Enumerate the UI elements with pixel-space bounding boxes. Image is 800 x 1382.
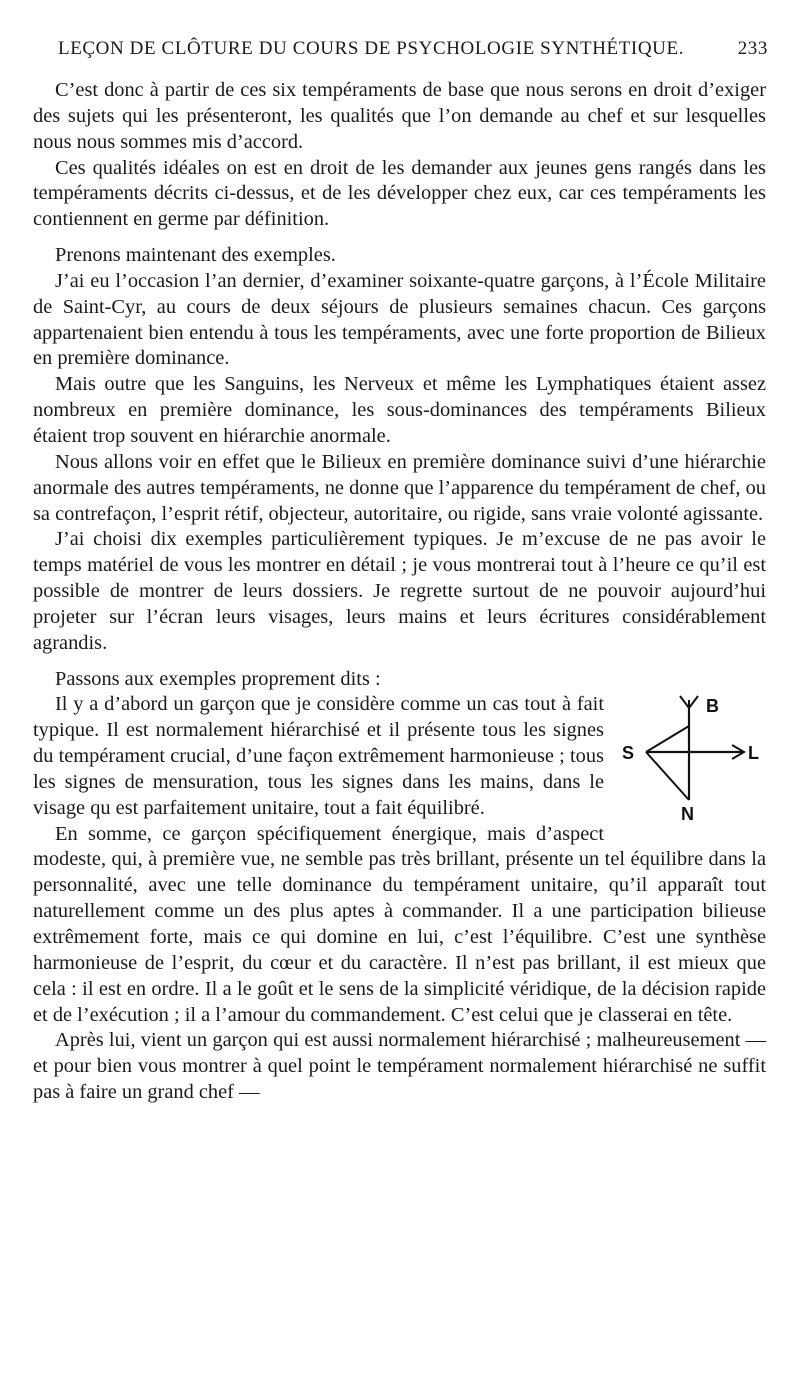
paragraph-10: En somme, ce garçon spécifiquement énergique, mais d’aspect modeste, qui, à première vue, ne semble pas très brillant, présente un tel équilibre dans la personnalité, avec une telle dominance du tempérament unitaire, qu’il apparaît tout naturellement comme un des plus aptes à commander. Il a une participation bilieuse extrêmement forte, mais ce qui domine en lui, c’est l’équilibre. C’est une synthèse harmonieuse de l’esprit, du cœur et du caractère. Il n’est pas brillant, il est mieux que cela : il est en ordre. Il a le goût et le sens de la simplicité véridique, de la décision rapide et de l’exécution ; il a l’amour du commandement. C’est celui que je classerai en tête. bbox=[33, 822, 766, 1026]
body-text bbox=[33, 78, 766, 1106]
paragraph-9: Il y a d’abord un garçon que je considère comme un cas tout à fait typique. Il est normalement hiérarchisé et il présente tous les signes du tempérament crucial, d’une façon extrêmement harmonieuse ; tous les signes de mensuration, tous les signes dans les mains, dans le visage qu est parfaitement unitaire, tout a fait équilibré. bbox=[33, 693, 604, 819]
paragraph-8: Passons aux exemples proprement dits : bbox=[55, 667, 381, 690]
paragraph-6: Nous allons voir en effet que le Bilieux en première dominance suivi d’une hiérarchie anormale des autres tempéraments, ne donne que l’apparence du tempérament de chef, ou sa contrefaçon, l’esprit rétif, objecteur, autoritaire, ou rigide, sans vraie volonté agissante. bbox=[33, 450, 766, 525]
running-title: LEÇON DE CLÔTURE DU COURS DE PSYCHOLOGIE SYNTHÉTIQUE. bbox=[58, 38, 685, 59]
label-s: S bbox=[622, 743, 635, 764]
paragraph-11: Après lui, vient un garçon qui est aussi normalement hiérarchisé ; malheureusement — et pour bien vous montrer à quel point le tempérament normalement hiérarchisé ne suffit pas à faire un grand chef — bbox=[33, 1029, 766, 1104]
label-n: N bbox=[681, 804, 694, 823]
temperament-diagram-svg bbox=[614, 692, 764, 822]
paragraph-7: J’ai choisi dix exemples particulièrement typiques. Je m’excuse de ne pas avoir le temps matériel de vous les montrer en détail ; je vous montrerai tout à l’heure ce qu’il est possible de montrer de leurs dossiers. Je regrette surtout de ne pouvoir aujourd’hui projeter sur l’écran leurs visages, leurs mains et leurs écritures considérablement agrandis. bbox=[33, 528, 766, 654]
diagonal-upper bbox=[646, 726, 689, 752]
paragraph-4: J’ai eu l’occasion l’an dernier, d’examiner soixante-quatre garçons, à l’École Militaire de Saint-Cyr, au cours de deux séjours de plusieurs semaines chacun. Ces garçons appartenaient bien entendu à tous les tempéraments, avec une forte proportion de Bilieux en première dominance. bbox=[33, 269, 766, 370]
paragraph-5: Mais outre que les Sanguins, les Nerveux et même les Lymphatiques étaient assez nombreux en première dominance, les sous-dominances des tempéraments Bilieux étaient trop souvent en hiérarchie anormale. bbox=[33, 373, 766, 447]
paragraph-1: C’est donc à partir de ces six tempéraments de base que nous serons en droit d’exiger des sujets qui les présenteront, les qualités que l’on demande au chef et sur lesquelles nous nous sommes mis d’accord. bbox=[33, 79, 766, 153]
paragraph-2: Ces qualités idéales on est en droit de les demander aux jeunes gens rangés dans les tempéraments décrits ci-dessus, et de les développer chez eux, car ces tempéraments les contiennent en germe par définition. bbox=[33, 156, 766, 231]
paragraph-3: Prenons maintenant des exemples. bbox=[55, 244, 336, 267]
running-header bbox=[58, 38, 768, 60]
label-l: L bbox=[748, 743, 759, 764]
page-number: 233 bbox=[737, 38, 768, 59]
temperament-diagram bbox=[614, 692, 764, 822]
label-b: B bbox=[706, 696, 719, 717]
diagonal-lower bbox=[646, 752, 689, 800]
